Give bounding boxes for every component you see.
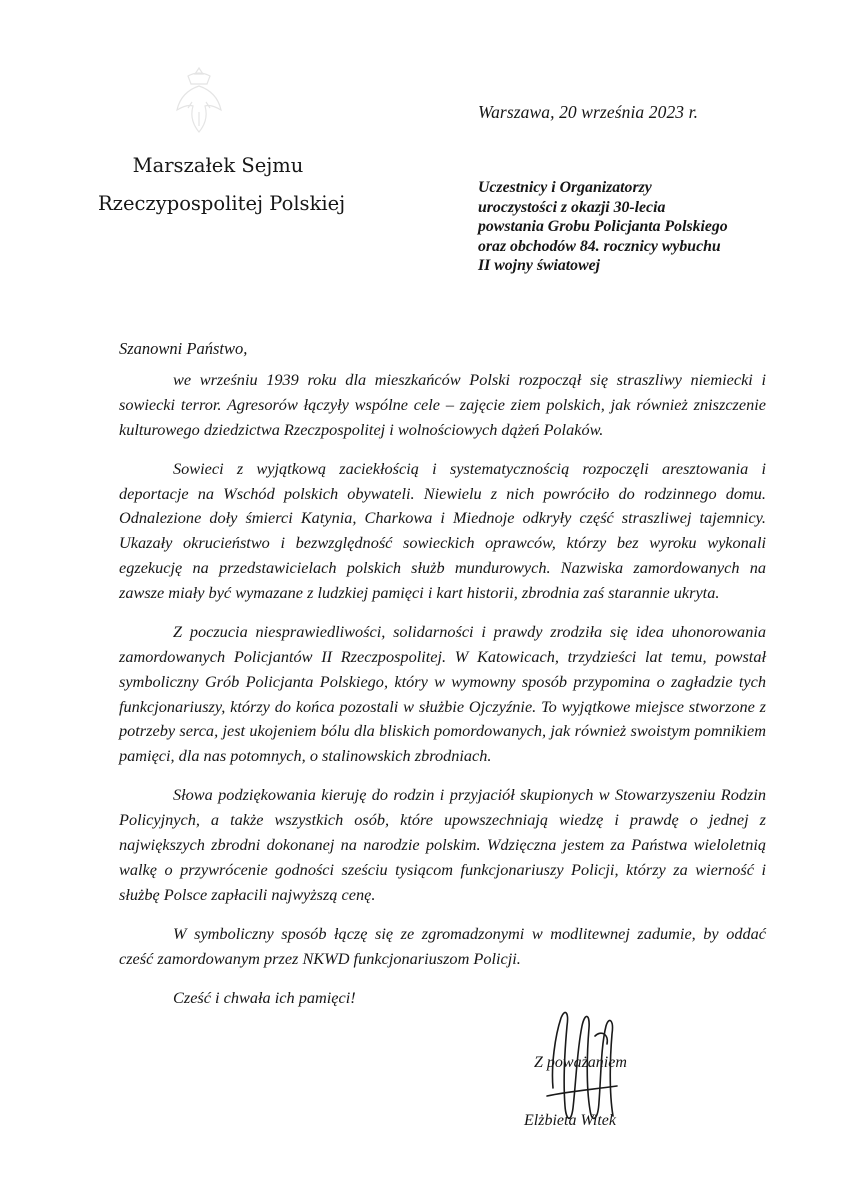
addressee-line: uroczystości z okazji 30-lecia (478, 198, 666, 216)
addressee-line: II wojny światowej (478, 257, 601, 274)
signature-icon (535, 996, 635, 1136)
regards: Z poważaniem (534, 1054, 627, 1071)
body-paragraph: W symboliczny sposób łączę się ze zgromadzonymi w modlitewnej zadumie, by oddać cześć zamordowanym przez NKWD funkcjonariuszom Policji. (119, 923, 766, 968)
signer-name: Elżbieta Witek (524, 1112, 616, 1129)
body-paragraph: we wrześniu 1939 roku dla mieszkańców Polski rozpoczął się straszliwy niemiecki i sowiecki terror. Agresorów łączyły wspólne cele – zajęcie ziem polskich, jak również zniszczenie kulturowego dziedzictwa Rzeczpospolitej i wolnościowych dążeń Polaków. (119, 370, 766, 439)
addressee-line: powstania Grobu Policjanta Polskiego (478, 218, 728, 235)
place-date: Warszawa, 20 września 2023 r. (478, 102, 699, 122)
sender-block (98, 147, 346, 223)
emblem-icon (168, 62, 230, 140)
letter-body (119, 368, 766, 1025)
body-paragraph: Z poczucia niesprawiedliwości, solidarności i prawdy zrodziła się idea uhonorowania zamordowanych Policjantów II Rzeczpospolitej. W Katowicach, trzydzieści lat temu, powstał symboliczny Grób Policjanta Polskiego, który w wymowny sposób przypomina o zagładzie tych funkcjonariuszy, którzy do końca pozostali w służbie Ojczyźnie. To wyjątkowe miejsce stworzone z potrzeby serca, jest ukojeniem bólu dla bliskich pomordowanych, jak również swoistym pomnikiem pamięci, dla nas potomnych, o stalinowskich zbrodniach. (119, 622, 766, 766)
closing-line: Cześć i chwała ich pamięci! (173, 988, 356, 1008)
addressee-line: oraz obchodów 84. rocznicy wybuchu (478, 237, 721, 255)
sender-institution: Rzeczypospolitej Polskiej (98, 192, 346, 215)
body-paragraph: Sowieci z wyjątkową zaciekłością i systematycznością rozpoczęli aresztowania i deportacje na Wschód polskich obywateli. Niewielu z nich powróciło do rodzinnego domu. Odnalezione doły śmierci Katynia, Charkowa i Miednoje odkryły część straszliwej tajemnicy. Ukazały okrucieństwo i bezwzględność sowieckich oprawców, którzy bez wyroku wykonali egzekucję na przedstawicielach polskich służb mundurowych. Nazwiska zamordowanych na zawsze miały być wymazane z ludzkiej pamięci i kart historii, zbrodnia zaś starannie ukryta. (119, 458, 766, 602)
salutation: Szanowni Państwo, (119, 339, 248, 358)
addressee-block (478, 178, 778, 276)
addressee-line: Uczestnicy i Organizatorzy (478, 179, 652, 196)
body-paragraph: Słowa podziękowania kieruję do rodzin i przyjaciół skupionych w Stowarzyszeniu Rodzin Policyjnych, a także wszystkich osób, które upowszechniają wiedzę i prawdę o jednej z największych zbrodni dokonanej na narodzie polskim. Wdzięczna jestem za Państwa wieloletnią walkę o przywrócenie godności sześciu tysiącom funkcjonariuszy Policji, którzy za wierność i służbę Polsce zapłacili najwyższą cenę. (119, 785, 766, 904)
sender-title: Marszałek Sejmu (132, 154, 304, 177)
